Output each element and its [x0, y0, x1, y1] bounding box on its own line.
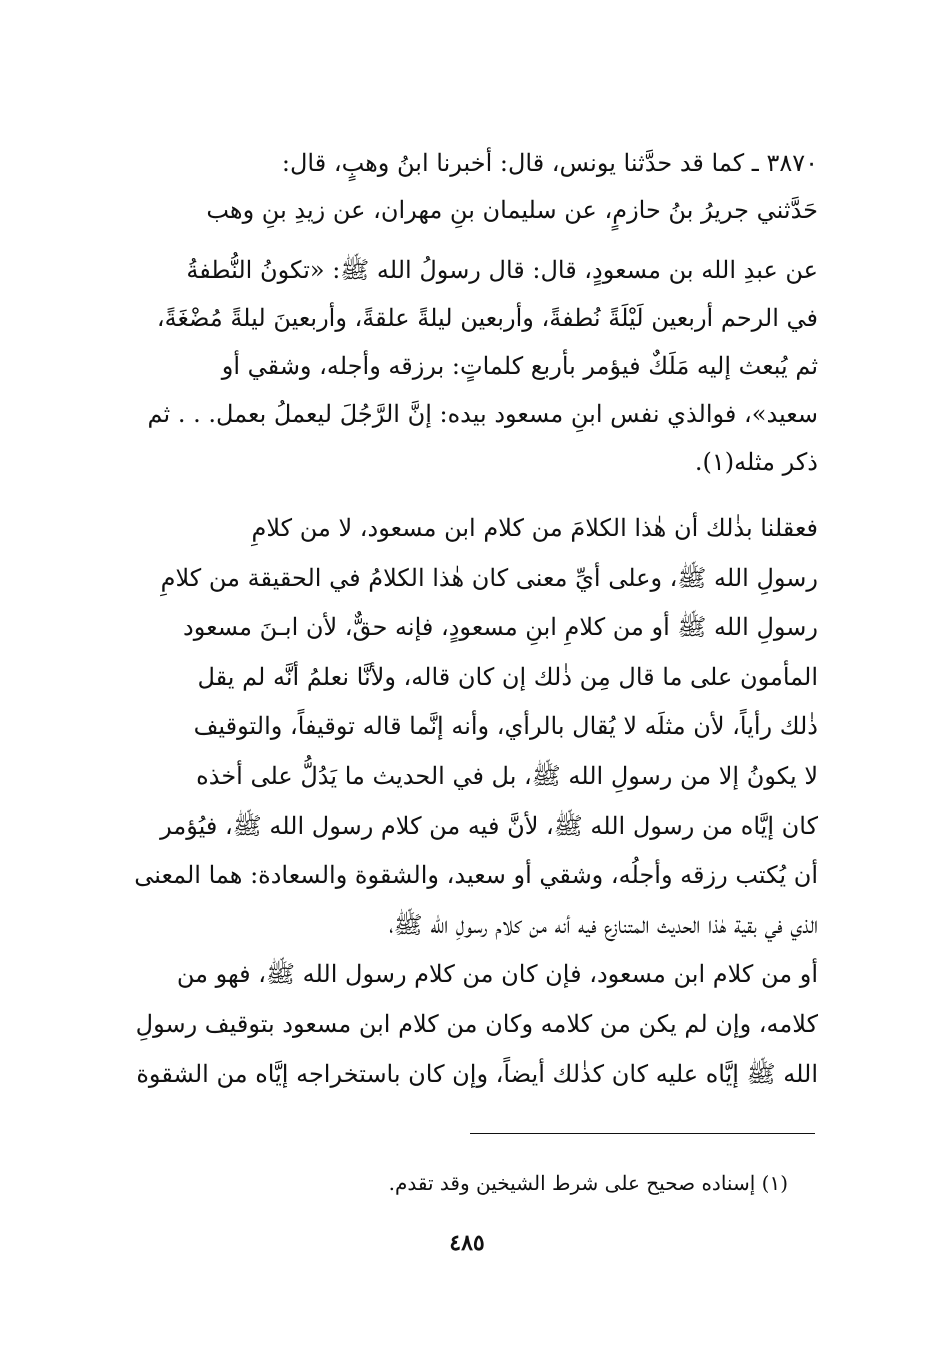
hadith-header-line: حَدَّثني جريرُ بنُ حازمٍ، عن سليمان بنِ مهران، عن زيدِ بنِ وهب [206, 196, 818, 224]
commentary-line: ذٰلك رأياً، لأن مثلَه لا يُقال بالرأي، وأنه إنَّما قاله توقيفاً، والتوقيف [193, 712, 818, 741]
hadith-chain-of-narration [118, 140, 818, 234]
hadith-text-line: عن عبدِ الله بن مسعودٍ، قال: قال رسولُ الله ﷺ: «تكونُ النُّطفةُ [186, 256, 818, 284]
commentary-line: أن يُكتب رزقه وأجلُه، وشقي أو سعيد، والشقوة والسعادة: هما المعنى [134, 861, 818, 890]
commentary-line: لا يكونُ إلا من رسولِ الله ﷺ، بل في الحديث ما يَدُلُّ على أخذه [196, 761, 818, 790]
hadith-text [118, 246, 818, 486]
commentary-line: رسولِ الله ﷺ أو من كلامِ ابنِ مسعودٍ، فإنه حقٌّ، لأن ابـنَ مسعود [183, 613, 818, 642]
commentary-line: فعقلنا بذٰلك أن هٰذا الكلامَ من كلام ابن مسعود، لا من كلامِ [251, 514, 818, 542]
commentary-line: رسولِ الله ﷺ، وعلى أيِّ معنى كان هٰذا الكلامُ في الحقيقة من كلامِ [160, 563, 818, 592]
commentary-line: الذي في بقية هٰذا الحديث المتنازع فيه أنه من كلام رسولِ الله ﷺ، [388, 910, 818, 939]
commentary-line: كان إيَّاه من رسول الله ﷺ، لأنَّ فيه من كلام رسول الله ﷺ، فيُؤمر [160, 811, 818, 840]
commentary-paragraph [118, 504, 818, 1099]
commentary-line: كلامه، وإن لم يكن من كلامه وكان من كلام ابن مسعود بتوقيف رسولِ [135, 1009, 818, 1038]
footnote-separator [470, 1133, 815, 1134]
commentary-line: أو من كلام ابن مسعود، فإن كان من كلام رسول الله ﷺ، فهو من [176, 960, 818, 989]
footnote: (١) إسناده صحيح على شرط الشيخين وقد تقدم. [388, 1171, 788, 1195]
page-number: ٤٨٥ [449, 1230, 485, 1256]
hadith-header-line: ٣٨٧٠ ـ كما قد حدَّثنا يونس، قال: أخبرنا ابنُ وهبٍ، قال: [281, 149, 818, 177]
hadith-text-line: ذكر مثله(١). [694, 448, 818, 476]
hadith-text-line: في الرحم أربعين لَيْلَةً نُطفةً، وأربعين ليلةً علقةً، وأربعينَ ليلةً مُضْغَةً، [156, 304, 818, 332]
hadith-text-line: سعيد»، فوالذي نفس ابنِ مسعود بيده: إنَّ الرَّجُلَ ليعملُ بعمل. . . ثم [147, 400, 818, 428]
hadith-text-line: ثم يُبعث إليه مَلَكٌ فيؤمر بأربع كلماتٍ: برزقه وأجله، وشقي أو [221, 352, 818, 380]
commentary-line: المأمون على ما قال مِن ذٰلك إن كان قاله، ولأنَّا نعلمُ أنَّه لم يقل [197, 662, 818, 691]
commentary-line: الله ﷺ إيَّاه عليه كان كذٰلك أيضاً، وإن كان باستخراجه إيَّاه من الشقوة [136, 1059, 818, 1088]
